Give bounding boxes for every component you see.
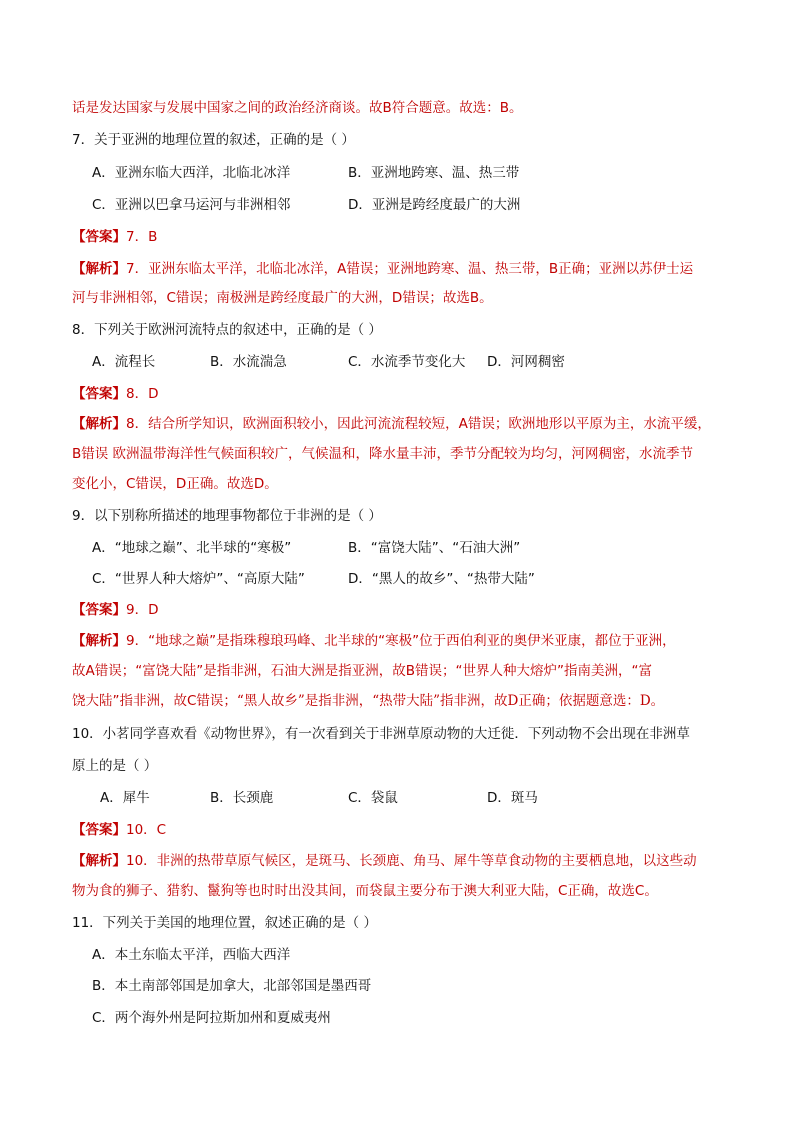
answer-tag: 【答案】 bbox=[72, 229, 126, 245]
analysis-9-line-3a: 饶大陆”指非洲，故C错误； bbox=[72, 693, 237, 709]
analysis-7-line-1: 7．亚洲东临太平洋，北临北冰洋，A错误；亚洲地跨寒、温、热三带，B正确；亚洲以苏伊士运 bbox=[126, 261, 694, 277]
question-9-stem: 9．以下别称所描述的地理事物都位于非洲的是（ ） bbox=[72, 508, 382, 524]
analysis-8-line-1: 8．结合所学知识，欧洲面积较小，因此河流流程较短，A错误；欧洲地形以平原为主，水流平缓， bbox=[126, 416, 711, 432]
question-9-option-d: D．“黑人的故乡”、“热带大陆” bbox=[348, 571, 535, 587]
question-8-stem: 8．下列关于欧洲河流特点的叙述中，正确的是（ ） bbox=[72, 322, 382, 338]
question-8-option-b: B．水流湍急 bbox=[210, 354, 287, 370]
analysis-7 bbox=[72, 259, 693, 279]
question-11-stem: 11．下列关于美国的地理位置，叙述正确的是（ ） bbox=[72, 915, 377, 931]
question-11-option-a: A．本土东临太平洋，西临大西洋 bbox=[92, 947, 291, 963]
answer-8-value: 8．D bbox=[126, 386, 159, 402]
analysis-8 bbox=[72, 414, 711, 434]
analysis-tag: 【解析】 bbox=[72, 853, 126, 869]
analysis-8-line-2: B错误 欧洲温带海洋性气候面积较广，气候温和，降水量丰沛，季节分配较为均匀，河网稠密，水流季节 bbox=[72, 446, 694, 462]
analysis-tag: 【解析】 bbox=[72, 261, 126, 277]
analysis-10-line-2: 物为食的狮子、猎豹、鬣狗等也时时出没其间，而袋鼠主要分布于澳大利亚大陆，C正确，故选C。 bbox=[72, 883, 658, 899]
question-7-option-d: D．亚洲是跨经度最广的大洲 bbox=[348, 197, 521, 213]
question-10-stem-line-2: 原上的是（ ） bbox=[72, 758, 158, 774]
analysis-8-line-3: 变化小，C错误，D正确。故选D。 bbox=[72, 476, 278, 492]
answer-tag: 【答案】 bbox=[72, 386, 126, 402]
question-10-option-c: C．袋鼠 bbox=[348, 790, 398, 806]
question-11-option-c: C．两个海外州是阿拉斯加州和夏威夷州 bbox=[92, 1010, 331, 1026]
analysis-9-line-2: 故A错误；“富饶大陆”是指非洲，石油大洲是指亚洲，故B错误；“世界人种大熔炉”指南美洲，“富 bbox=[72, 663, 652, 679]
question-11-option-b: B．本土南部邻国是加拿大，北部邻国是墨西哥 bbox=[92, 978, 372, 994]
analysis-9-line-3 bbox=[72, 691, 664, 711]
question-7-option-b: B．亚洲地跨寒、温、热三带 bbox=[348, 165, 520, 181]
answer-10 bbox=[72, 820, 166, 840]
question-9-option-b: B．“富饶大陆”、“石油大洲” bbox=[348, 540, 521, 556]
analysis-9-line-1: 9．“地球之巅”是指珠穆琅玛峰、北半球的“寒极”位于西伯利亚的奥伊米亚康，都位于亚洲， bbox=[126, 633, 676, 649]
answer-9-value: 9．D bbox=[126, 602, 159, 618]
analysis-9 bbox=[72, 631, 676, 651]
answer-10-value: 10．C bbox=[126, 822, 167, 838]
answer-tag: 【答案】 bbox=[72, 602, 126, 618]
answer-9 bbox=[72, 600, 158, 620]
analysis-10 bbox=[72, 851, 697, 871]
question-10-option-a: A．犀牛 bbox=[100, 790, 150, 806]
answer-7-value: 7．B bbox=[126, 229, 158, 245]
question-8-option-c: C．水流季节变化大 bbox=[348, 354, 466, 370]
analysis-tag: 【解析】 bbox=[72, 416, 126, 432]
question-10-option-b: B．长颈鹿 bbox=[210, 790, 274, 806]
answer-tag: 【答案】 bbox=[72, 822, 126, 838]
analysis-tag: 【解析】 bbox=[72, 633, 126, 649]
question-8-option-d: D．河网稠密 bbox=[487, 354, 565, 370]
question-7-option-c: C．亚洲以巴拿马运河与非洲相邻 bbox=[92, 197, 291, 213]
analysis-9-line-3b: “黑人故乡”是指非洲，“热带大陆”指非洲，故D正确；依据题意选：D。 bbox=[236, 693, 665, 709]
analysis-7-line-2: 河与非洲相邻，C错误；南极洲是跨经度最广的大洲，D错误；故选B。 bbox=[72, 290, 493, 306]
question-10-option-d: D．斑马 bbox=[487, 790, 538, 806]
question-9-option-a: A．“地球之巅”、北半球的“寒极” bbox=[92, 540, 292, 556]
question-7-stem: 7．关于亚洲的地理位置的叙述，正确的是（ ） bbox=[72, 132, 355, 148]
continued-text: 话是发达国家与发展中国家之间的政治经济商谈。故B符合题意。故选：B。 bbox=[72, 100, 523, 116]
question-8-option-a: A．流程长 bbox=[92, 354, 156, 370]
answer-8 bbox=[72, 384, 158, 404]
analysis-10-line-1: 10．非洲的热带草原气候区，是斑马、长颈鹿、角马、犀牛等草食动物的主要栖息地，以这些动 bbox=[126, 853, 697, 869]
question-10-stem-line-1: 10．小茗同学喜欢看《动物世界》，有一次看到关于非洲草原动物的大迁徙．下列动物不会出现在非洲草 bbox=[72, 726, 690, 742]
question-7-option-a: A．亚洲东临大西洋，北临北冰洋 bbox=[92, 165, 291, 181]
question-9-option-c: C．“世界人种大熔炉”、“高原大陆” bbox=[92, 571, 305, 587]
answer-7 bbox=[72, 227, 157, 247]
